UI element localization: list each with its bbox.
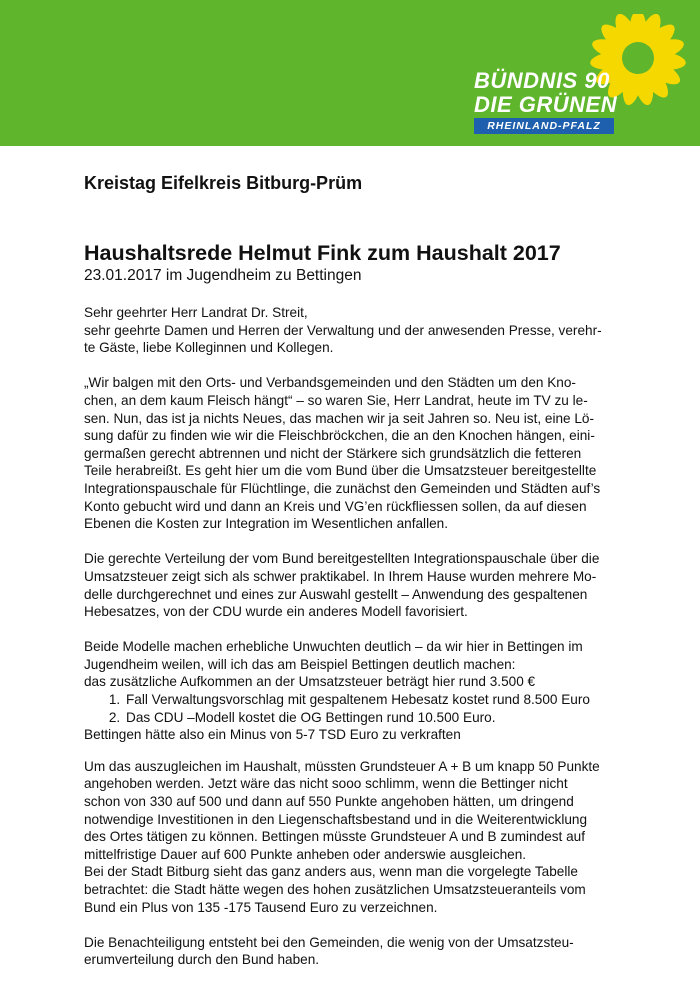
text-line: Um das auszugleichen im Haushalt, müssten Grundsteuer A + B um knapp 50 Punkte — [84, 758, 600, 774]
text-line: chen, an dem kaum Fleisch hängt“ – so waren Sie, Herr Landrat, heute im TV zu le- — [84, 392, 588, 408]
text-line: Bund ein Plus von 135 -175 Tausend Euro zu verzeichnen. — [84, 899, 438, 915]
text-line: des Ortes tätigen zu können. Bettingen müsste Grundsteuer A und B zumindest auf — [84, 829, 586, 845]
text-line: das zusätzliche Aufkommen an der Umsatzsteuer beträgt hier rund 3.500 € — [84, 674, 536, 690]
text-line: mittelfristige Dauer auf 600 Punkte anheben oder anderswie ausgleichen. — [84, 846, 527, 862]
text-line: Sehr geehrter Herr Landrat Dr. Streit, — [84, 305, 308, 320]
text-line: te Gäste, liebe Kolleginnen und Kollegen. — [84, 340, 334, 356]
list-item: 2. Das CDU –Modell kostet die OG Bettingen rund 10.500 Euro. — [124, 709, 624, 727]
greeting — [84, 304, 624, 357]
document-subtitle: Kreistag Eifelkreis Bitburg-Prüm — [84, 173, 363, 193]
text-line: angehoben werden. Jetzt wäre das nicht sooo schlimm, wenn die Bettinger nicht — [84, 776, 568, 792]
list-item: 1. Fall Verwaltungsvorschlag mit gespaltenem Hebesatz kostet rund 8.500 Euro — [124, 691, 624, 709]
text-line: sen. Nun, das ist ja nichts Neues, das machen wir ja seit Jahren so. Neu ist, eine Lö- — [84, 410, 595, 426]
logo-text-gruenen: DIE GRÜNEN — [474, 92, 618, 117]
document-title: Haushaltsrede Helmut Fink zum Haushalt 2017 — [84, 241, 561, 265]
text-line: Ebenen die Kosten zur Integration im Wesentlichen anfallen. — [84, 516, 448, 532]
text-line: Die Benachteiligung entsteht bei den Gemeinden, die wenig von der Umsatzsteu- — [84, 934, 574, 950]
document-body — [84, 172, 624, 969]
text-line: schon von 330 auf 500 und dann auf 550 Punkte angehoben hätten, um dringend — [84, 794, 574, 810]
party-logo — [466, 14, 686, 134]
text-line: Integrationspauschale für Flüchtlinge, die zunächst den Gemeinden und Städten auf’s — [84, 480, 601, 496]
text-line: betrachtet: die Stadt hätte wegen des hohen zusätzlichen Umsatzsteueranteils vom — [84, 882, 586, 897]
text-line: notwendige Investitionen in den Liegenschaftsbestand und in die Weiterentwicklung — [84, 811, 588, 827]
text-line: germaßen gerecht abtrennen und nicht der Stärkere sich grundsätzlich die fetteren — [84, 445, 582, 461]
text-line: sehr geehrte Damen und Herren der Verwaltung und der anwesenden Presse, verehr- — [84, 322, 602, 338]
text-line: Teile herabreißt. Es geht hier um die vom Bund über die Umsatzsteuer bereitgestellte — [84, 463, 597, 479]
text-line: Konto gebucht wird und dann an Kreis und VG’en rückfliessen sollen, da auf diesen — [84, 498, 587, 514]
text-line: Jugendheim weilen, will ich das am Beispiel Bettingen deutlich machen: — [84, 656, 516, 672]
paragraph-2 — [84, 550, 624, 620]
text-line: delle durchgerechnet und eines zur Auswahl gestellt – Anwendung des gespaltenen — [84, 586, 588, 602]
cost-list — [84, 691, 624, 726]
text-line: Umsatzsteuer zeigt sich als schwer praktikabel. In Ihrem Hause wurden mehrere Mo- — [84, 568, 597, 584]
text-line: Bei der Stadt Bitburg sieht das ganz anders aus, wenn man die vorgelegte Tabelle — [84, 864, 578, 880]
text-line: Hebesatzes, von der CDU wurde ein anderes Modell favorisiert. — [84, 604, 468, 620]
logo-band-region: RHEINLAND-PFALZ — [474, 118, 614, 134]
text-line: sung dafür zu finden wie wir die Fleischbröckchen, die an den Knochen hängen, eini- — [84, 428, 595, 444]
logo-text-buendnis: BÜNDNIS 90 — [474, 68, 610, 93]
paragraph-1 — [84, 374, 624, 532]
text-line: erumverteilung durch den Bund haben. — [84, 952, 320, 968]
text-line: Die gerechte Verteilung der vom Bund bereitgestellten Integrationspauschale über die — [84, 551, 600, 567]
paragraph-4 — [84, 758, 624, 916]
text-line: Beide Modelle machen erhebliche Unwuchten deutlich – da wir hier in Bettingen im — [84, 639, 583, 655]
document-dateline: 23.01.2017 im Jugendheim zu Bettingen — [84, 267, 362, 284]
header-banner — [0, 0, 700, 146]
paragraph-5 — [84, 934, 624, 969]
text-line: „Wir balgen mit den Orts- und Verbandsgemeinden und den Städten um den Kno- — [84, 375, 576, 391]
paragraph-3 — [84, 638, 624, 744]
text-line: Bettingen hätte also ein Minus von 5-7 TSD Euro zu verkraften — [84, 727, 461, 743]
